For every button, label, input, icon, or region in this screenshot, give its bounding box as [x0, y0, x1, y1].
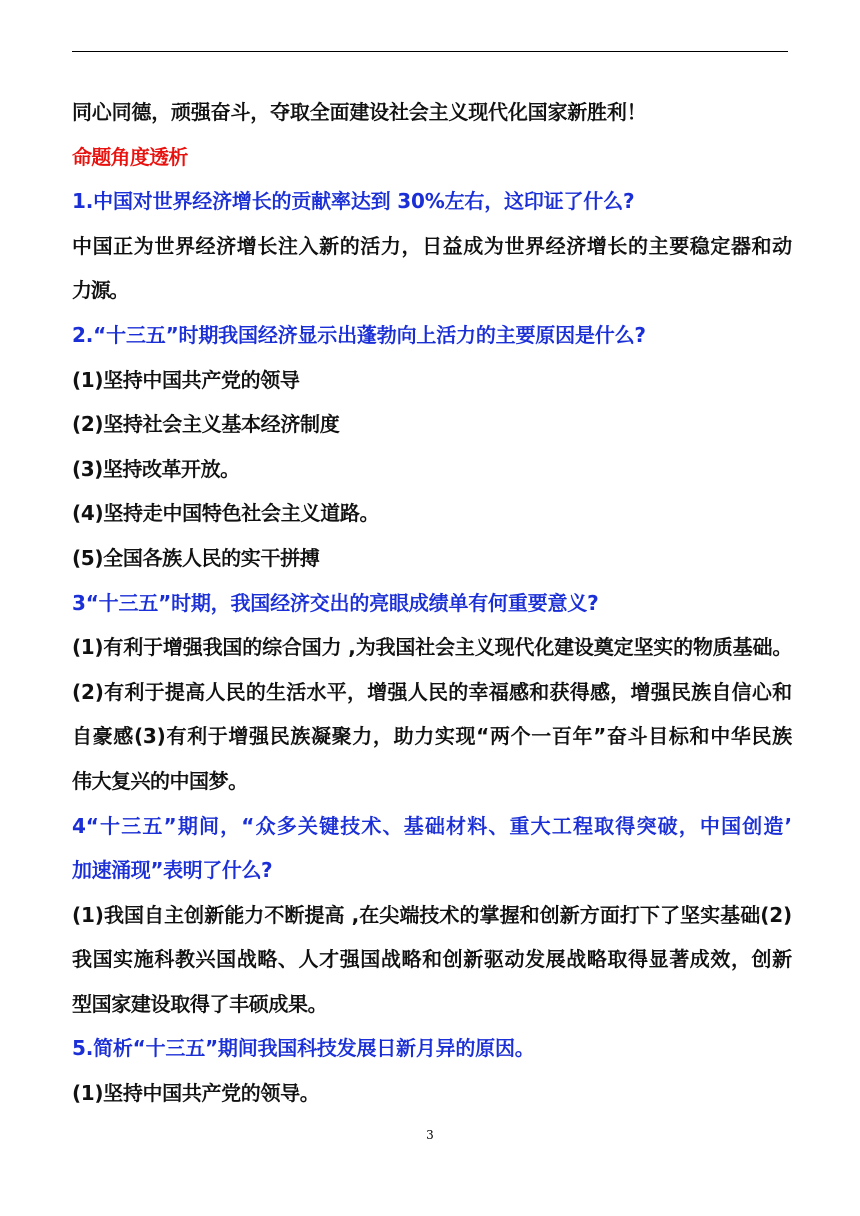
- answer-4-line-3: 型国家建设取得了丰硕成果。: [72, 991, 328, 1016]
- question-4-line-1: 4“十三五”期间，“众多关键技术、基础材料、重大工程取得突破，中国创造’: [72, 813, 792, 838]
- answer-3-line-4: 伟大复兴的中国梦。: [72, 768, 248, 793]
- answer-5-item-1: (1)坚持中国共产党的领导。: [72, 1081, 320, 1106]
- answer-1-line-2: 力源。: [72, 278, 128, 303]
- answer-2-item-5: (5)全国各族人民的实干拼搏: [72, 545, 320, 570]
- question-1: 1.中国对世界经济增长的贡献率达到 30%左右，这印证了什么?: [72, 189, 635, 214]
- slogan-line: 同心同德，顽强奋斗，夺取全面建设社会主义现代化国家新胜利！: [72, 100, 647, 124]
- document-body: [72, 90, 792, 1116]
- answer-3-line-2: (2)有利于提高人民的生活水平，增强人民的幸福感和获得感，增强民族自信心和: [72, 679, 792, 704]
- answer-2-item-2: (2)坚持社会主义基本经济制度: [72, 412, 340, 437]
- question-3: 3“十三五”时期，我国经济交出的亮眼成绩单有何重要意义?: [72, 590, 599, 615]
- answer-2-item-1: (1)坚持中国共产党的领导: [72, 367, 300, 392]
- question-5: 5.简析“十三五”期间我国科技发展日新月异的原因。: [72, 1036, 535, 1061]
- section-heading: 命题角度透析: [72, 144, 188, 169]
- page-number: 3: [426, 1128, 434, 1142]
- answer-4-line-1: (1)我国自主创新能力不断提高 ,在尖端技术的掌握和创新方面打下了坚实基础(2): [72, 902, 792, 927]
- question-4-line-2: 加速涌现”表明了什么?: [72, 858, 273, 883]
- answer-2-item-4: (4)坚持走中国特色社会主义道路。: [72, 501, 380, 526]
- answer-3-line-3: 自豪感(3)有利于增强民族凝聚力，助力实现“两个一百年”奋斗目标和中华民族: [72, 724, 792, 749]
- question-2: 2.“十三五”时期我国经济显示出蓬勃向上活力的主要原因是什么?: [72, 322, 646, 347]
- answer-3-line-1: (1)有利于增强我国的综合国力 ,为我国社会主义现代化建设奠定坚实的物质基础。: [72, 635, 792, 660]
- answer-4-line-2: 我国实施科教兴国战略、人才强国战略和创新驱动发展战略取得显著成效，创新: [72, 947, 792, 972]
- answer-1-line-1: 中国正为世界经济增长注入新的活力，日益成为世界经济增长的主要稳定器和动: [72, 233, 792, 258]
- header-rule: [72, 51, 788, 52]
- answer-2-item-3: (3)坚持改革开放。: [72, 456, 240, 481]
